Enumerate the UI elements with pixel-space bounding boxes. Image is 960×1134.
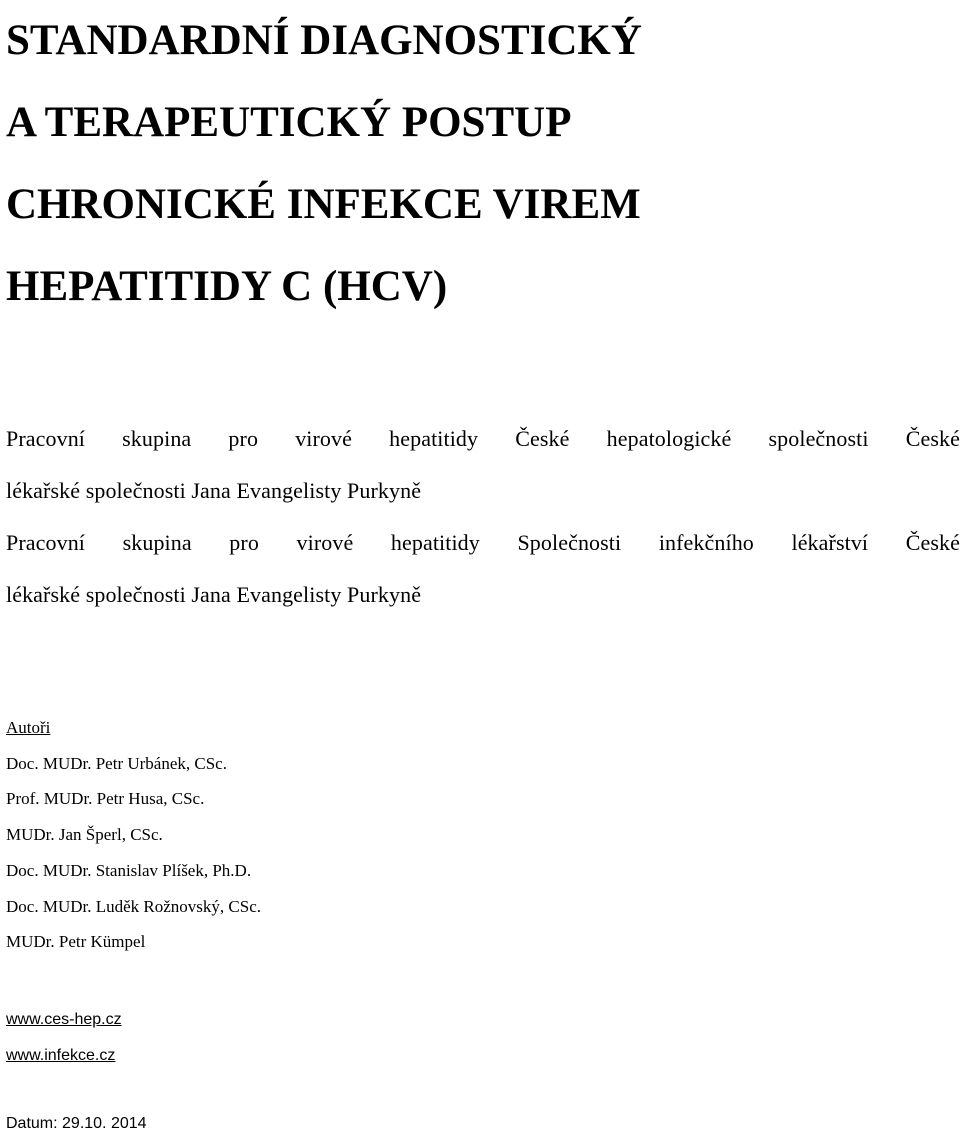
authors-section — [6, 710, 261, 960]
title-line: CHRONICKÉ INFEKCE VIREM — [6, 181, 641, 228]
document-date: Datum: 29.10. 2014 — [6, 1115, 147, 1132]
link-infekce[interactable]: www.infekce.cz — [6, 1047, 116, 1064]
working-group-line: lékařské společnosti Jana Evangelisty Purkyně — [6, 478, 422, 503]
title-line: A TERAPEUTICKÝ POSTUP — [6, 99, 572, 146]
links-section — [6, 1002, 122, 1074]
working-group-line: lékařské společnosti Jana Evangelisty Purkyně — [6, 582, 422, 607]
author-name: Doc. MUDr. Luděk Rožnovský, CSc. — [6, 896, 261, 916]
author-name: Doc. MUDr. Petr Urbánek, CSc. — [6, 753, 227, 773]
link-ces-hep[interactable]: www.ces-hep.cz — [6, 1011, 122, 1028]
author-name: MUDr. Jan Šperl, CSc. — [6, 825, 163, 845]
title-line: STANDARDNÍ DIAGNOSTICKÝ — [6, 17, 642, 64]
title-line: HEPATITIDY C (HCV) — [6, 263, 448, 310]
working-group-line: Pracovní skupina pro virové hepatitidy České hepatologické společnosti České — [6, 426, 960, 451]
author-name: Doc. MUDr. Stanislav Plíšek, Ph.D. — [6, 860, 252, 880]
document-title — [6, 0, 956, 328]
author-name: MUDr. Petr Kümpel — [6, 932, 146, 952]
working-groups — [6, 413, 960, 621]
author-name: Prof. MUDr. Petr Husa, CSc. — [6, 789, 205, 809]
authors-heading: Autoři — [6, 718, 51, 737]
working-group-line: Pracovní skupina pro virové hepatitidy Společnosti infekčního lékařství České — [6, 530, 960, 555]
